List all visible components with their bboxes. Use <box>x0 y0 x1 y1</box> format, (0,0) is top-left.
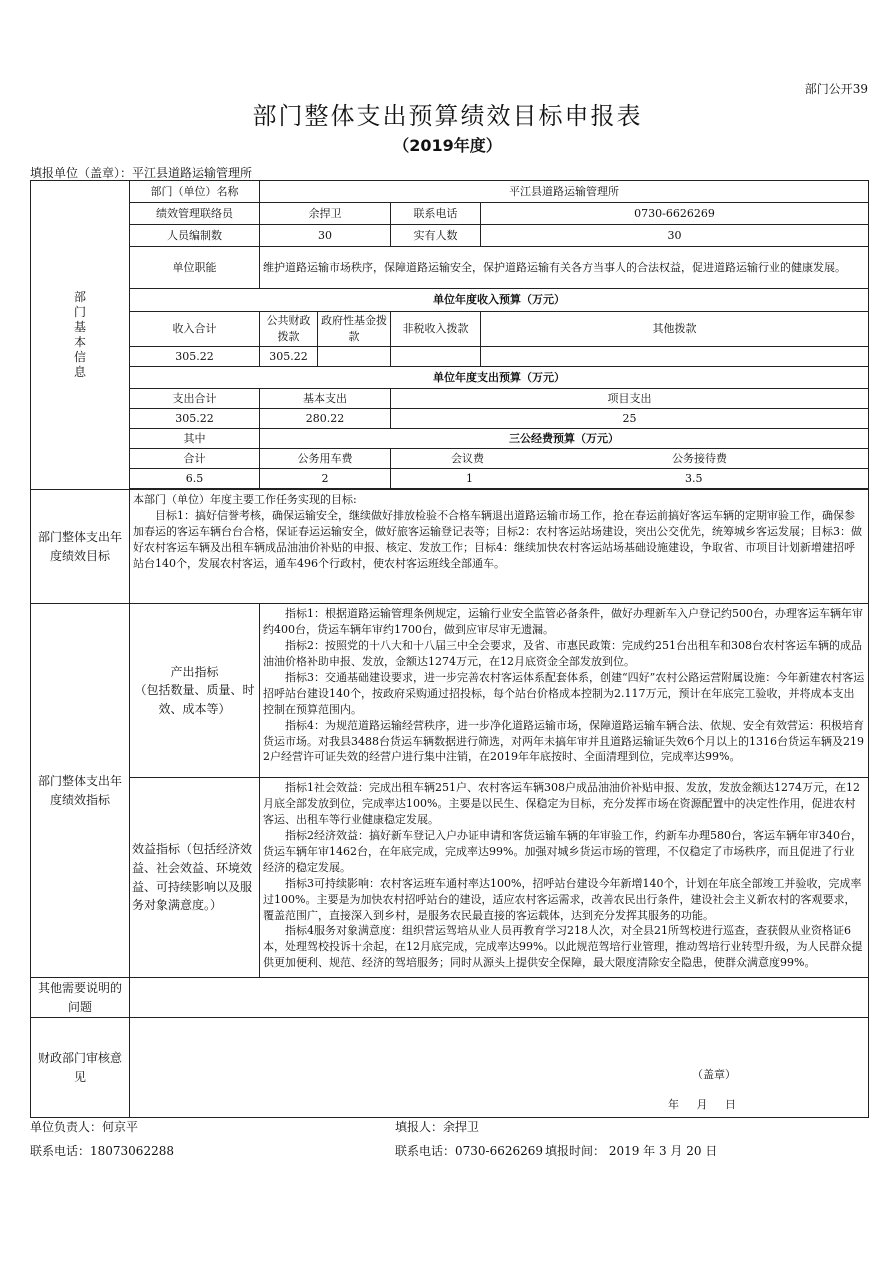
performance-indicators-label: 部门整体支出年度绩效指标 <box>31 604 130 978</box>
expense-basic-value: 280.22 <box>260 409 391 429</box>
expense-project-value: 25 <box>391 409 869 429</box>
contact-person-label: 绩效管理联络员 <box>130 203 260 225</box>
filler-phone: 联系电话：0730-6626269 <box>395 1144 544 1158</box>
income-header-public-finance: 公共财政拨款 <box>260 312 318 347</box>
staff-quota-label: 人员编制数 <box>130 225 260 247</box>
output-indicator-1: 指标1：根据道路运输管理条例规定，运输行业安全监管必备条件，做好办理新车入户登记约500台，办理客运车辆年审约400台，货运车辆年审约1700台，做到应审尽审无遗漏。 <box>263 607 863 636</box>
phone-value: 0730-6626269 <box>481 203 869 225</box>
three-public-total-value: 6.5 <box>130 469 260 489</box>
fill-unit: 填报单位（盖章）：平江县道路运输管理所 <box>30 166 253 180</box>
benefit-indicator-2: 指标2经济效益：搞好新车登记入户办证申请和客货运输车辆的年审验工作，约新车办理580台，客运车辆年审340台，货运车辆年审1462台，在年底完成，完成率达99%。加强对城乡货运市场的管理，不仅稳定了市场秩序，而且促进了行业经济的稳定发展。 <box>263 828 862 874</box>
income-gov-fund-value <box>318 347 391 367</box>
finance-date: 年 月 日 <box>668 1098 736 1112</box>
page-title: 部门整体支出预算绩效目标申报表 <box>252 102 643 130</box>
income-non-tax-value <box>391 347 481 367</box>
annual-goals-text: 目标1：搞好信誉考核，确保运输安全，继续做好排放检验不合格车辆退出道路运输市场工作，抢在春运前搞好客运车辆的定期审验工作，确保参加春运的客运车辆台台合格，保证春运运输安全，做好旅客运输登记表等；目标2：农村客运站场建设，突出公交优先，统筹城乡客运发展；目标3：做好农村客运车辆及出租车辆成品油油价补贴的申报、核定、发放工作；目标4：继续加快农村客运站场基础设施建设，争取省、市项目计划新增建招呼站台140个，发展农村客运，通车496个行政村，使农村客运班线全部通车。 <box>133 508 862 570</box>
staff-actual-value: 30 <box>481 225 869 247</box>
benefit-indicator-1: 指标1社会效益：完成出租车辆251户、农村客运车辆308户成品油油价补贴申报、发放，发放金额达1274万元，在12月底全部发放到位，完成率达100%。主要是以民生、保稳定为目标，充分发挥市场在资源配置中的决定性作用，促进农村客运、出租车等行业健康稳定发展。 <box>263 781 860 826</box>
staff-quota-value: 30 <box>260 225 391 247</box>
expense-header-total: 支出合计 <box>130 389 260 409</box>
other-issues-value <box>130 978 869 1018</box>
unit-leader: 单位负责人：何京平 <box>30 1120 139 1134</box>
output-indicator-content <box>260 604 869 778</box>
among-label: 其中 <box>130 429 260 449</box>
duty-value: 维护道路运输市场秩序，保障道路运输安全，保护道路运输有关各方当事人的合法权益，促进道路运输行业的健康发展。 <box>260 247 869 289</box>
income-header-total: 收入合计 <box>130 312 260 347</box>
benefit-indicator-label <box>130 778 260 978</box>
output-indicator-3: 指标3：交通基础建设要求，进一步完善农村客运体系配套体系，创建“四好”农村公路运营附属设施：今年新建农村客运招呼站台建设140个，按政府采购通过招投标，每个站台价格成本控制为2.117万元，预计在年底完工验收，并将成本支出控制在预算范围内。 <box>263 670 865 716</box>
other-issues-label: 其他需要说明的问题 <box>31 978 130 1018</box>
finance-review-content <box>130 1018 869 1118</box>
page-number-label: 部门公开39 <box>804 82 868 96</box>
phone-label: 联系电话 <box>391 203 481 225</box>
income-public-finance-value: 305.22 <box>260 347 318 367</box>
three-public-vehicle-value: 2 <box>260 469 391 489</box>
benefit-indicator-title: 效益指标 <box>132 842 181 857</box>
annual-goals-content <box>130 490 869 604</box>
dept-name-value: 平江县道路运输管理所 <box>260 181 869 203</box>
output-indicator-label <box>130 604 260 778</box>
income-budget-title: 单位年度收入预算（万元） <box>130 289 869 312</box>
annual-goals-intro: 本部门（单位）年度主要工作任务实现的目标: <box>133 493 357 506</box>
annual-goals-label: 部门整体支出年度绩效目标 <box>31 490 130 604</box>
benefit-indicator-desc: （包括经济效益、社会效益、环境效益、可持续影响以及服务对象满意度。） <box>132 842 253 913</box>
three-public-header-total: 合计 <box>130 449 260 469</box>
filler: 填报人：余捍卫 <box>395 1120 480 1134</box>
staff-actual-label: 实有人数 <box>391 225 481 247</box>
benefit-indicator-content <box>260 778 869 978</box>
fill-time: 填报时间： 2019 年 3 月 20 日 <box>545 1144 718 1158</box>
contact-person-value: 余捍卫 <box>260 203 391 225</box>
output-indicator-2: 指标2：按照党的十八大和十八届三中全会要求，及省、市惠民政策：完成约251台出租车和308台农村客运车辆的成品油油价格补助申报、发放，金额达1274万元，在12月底资金全部发放到位。 <box>263 638 862 668</box>
page-subtitle: （2019年度） <box>393 136 502 155</box>
income-header-gov-fund: 政府性基金拨款 <box>318 312 391 347</box>
three-public-header-vehicle: 公务用车费 <box>260 449 391 469</box>
expense-header-basic: 基本支出 <box>260 389 391 409</box>
output-indicator-4: 指标4：为规范道路运输经营秩序，进一步净化道路运输市场，保障道路运输车辆合法、依规、安全有效营运：积极培育货运市场。对我县3488台货运车辆数据进行筛选，对两年未搞年审并且道路运输证失效6个月以上的1316台货运车辆及2192户经营许可证失效的经营户进行集中注销，在2019年年底按时、全面清理到位，完成率达99%。 <box>263 718 864 764</box>
expense-budget-title: 单位年度支出预算（万元） <box>130 367 869 389</box>
income-header-other: 其他拨款 <box>481 312 869 347</box>
three-public-header-meeting: 会议费 公务接待费 <box>391 449 869 469</box>
income-header-non-tax: 非税收入拨款 <box>391 312 481 347</box>
finance-seal: （盖章） <box>692 1068 736 1082</box>
income-total-value: 305.22 <box>130 347 260 367</box>
income-other-value <box>481 347 869 367</box>
benefit-indicator-3: 指标3可持续影响：农村客运班车通村率达100%，招呼站台建设今年新增140个，计划在年底全部竣工并验收，完成率过100%。主要是为加快农村招呼站台的建设，适应农村客运需求，改善农民出行条件，建设社会主义新农村的客观要求，覆盖范围广，直接深入到乡村，是服务农民最直接的客运载体，达到充分发挥其服务的功能。 <box>263 876 862 922</box>
dept-name-label: 部门（单位）名称 <box>130 181 260 203</box>
benefit-indicator-4: 指标4服务对象满意度：组织营运驾培从业人员再教育学习218人次，对全县21所驾校进行巡查，查获假从业资格证6本，处理驾校投诉十余起，在12月底完成，完成率达99%。以此规范驾培行业管理，推动驾培行业转型升级，为人民群众提供更加便利、规范、经济的驾培服务；同时从源头上提供安全保障，最大限度清除安全隐患，使群众满意度99%。 <box>263 924 863 970</box>
expense-total-value: 305.22 <box>130 409 260 429</box>
output-indicator-desc: （包括数量、质量、时效、成本等） <box>134 683 255 716</box>
output-indicator-title: 产出指标 <box>170 664 219 679</box>
expense-header-project: 项目支出 <box>391 389 869 409</box>
duty-label: 单位职能 <box>130 247 260 289</box>
three-public-title: 三公经费预算（万元） <box>260 429 869 449</box>
finance-review-label: 财政部门审核意见 <box>31 1018 130 1118</box>
three-public-meeting-value: 1 3.5 <box>391 469 869 489</box>
basic-info-section-label: 部门基本信息 <box>31 181 130 490</box>
leader-phone: 联系电话：18073062288 <box>30 1144 174 1158</box>
budget-form-table <box>30 180 869 1118</box>
